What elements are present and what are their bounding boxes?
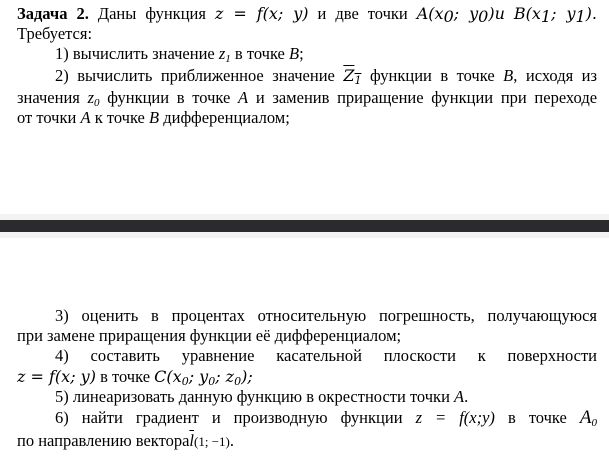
item-2-line-2: значения $z_0$ функции в точке A и заменив приращение функции при переходе — [17, 88, 598, 109]
item-4-line-2: z = f(x; y) в точке $C(x_0$; $y_0$; $z_0$); — [17, 367, 253, 388]
task-header-line — [17, 4, 597, 26]
page-separator-band — [0, 220, 609, 232]
task-intro: Даны функция — [97, 4, 206, 23]
item-4-line-1: 4) составить уравнение касательной плоскости к поверхности — [55, 346, 597, 365]
item-1: 1) вычислить значение $z_1$ в точке B; — [55, 44, 304, 65]
item-6-line-1: 6) найти градиент и производную функции z = f(x;y) в точке $A_0$ — [55, 407, 598, 429]
item-2-line-3: от точки A к точке B дифференциалом; — [17, 108, 290, 127]
required-label: Требуется: — [17, 24, 93, 43]
item-6-line-2: по направлению $вектора\overline{l}(1$; −1). — [17, 431, 234, 450]
item-3-line-1: 3) оценить в процентах относительную погрешность, получающуюся — [55, 306, 597, 325]
point-b: $B(x_1$; $y_1$). — [513, 4, 597, 26]
point-c: $C(x_0$; $y_0$; $z_0$); — [154, 367, 253, 388]
item-2-line-1: 2) вычислить приближенное значение $Z_1$ функции в точке B, исходя из — [55, 66, 598, 87]
task-and-points: и две точки — [317, 4, 408, 23]
function-formula: z = f(x; y) — [214, 4, 309, 23]
item-3-line-2: при замене приращения функции её дифференциалом; — [17, 326, 402, 345]
item-5: 5) линеаризовать данную функцию в окрестности точки A. — [55, 387, 469, 406]
task-label: Задача 2. — [17, 4, 89, 23]
approx-value-z1: $Z_1$ — [343, 66, 362, 87]
vector-l: $\overline{l}$ — [189, 431, 195, 450]
point-a: $A(x_0$; $y_0)и$ — [416, 4, 505, 26]
page-gap-bottom — [0, 232, 609, 238]
